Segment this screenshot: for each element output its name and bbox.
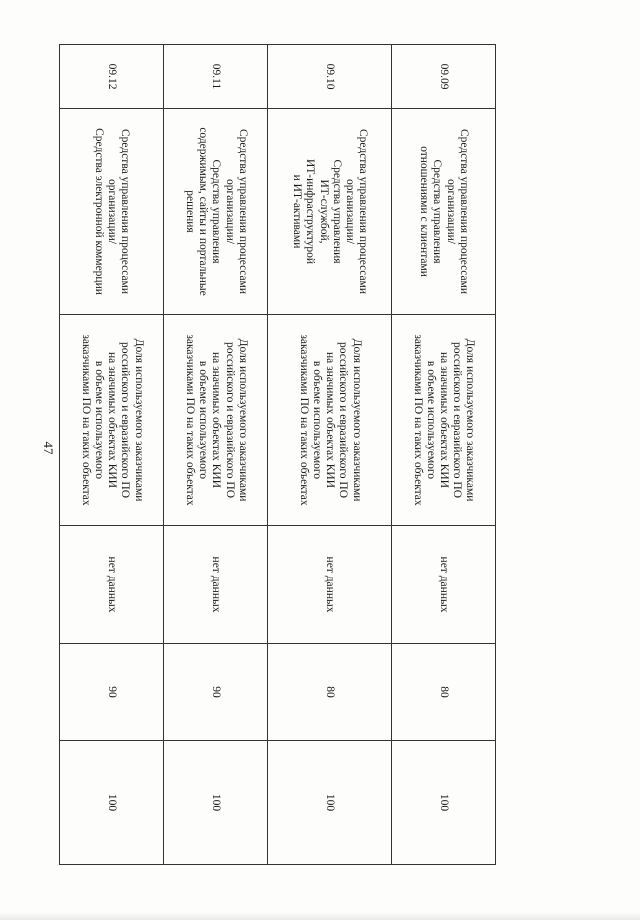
- row-value-2: 100: [60, 741, 164, 865]
- row-name: Средства управления процессами организации/ Средства управления ИТ-службой, ИТ-инфраструктурой и ИТ-активами: [268, 109, 392, 315]
- row-value-1: 80: [391, 644, 495, 741]
- row-indicator: Доля используемого заказчиками российского и евразийского ПО на значимых объектах КИИ в объеме используемого заказчиками ПО на таких объектах: [60, 315, 164, 526]
- row-indicator: Доля используемого заказчиками российского и евразийского ПО на значимых объектах КИИ в объеме используемого заказчиками ПО на таких объектах: [391, 315, 495, 526]
- row-value-2: 100: [268, 741, 392, 865]
- scan-edge: [0, 912, 640, 920]
- row-indicator: Доля используемого заказчиками российского и евразийского ПО на значимых объектах КИИ в объеме используемого заказчиками ПО на таких объектах: [164, 315, 268, 526]
- row-name: Средства управления процессами организации/ Средства управления содержимым, сайты и портальные решения: [164, 109, 268, 315]
- row-value-2: 100: [164, 741, 268, 865]
- row-name: Средства управления процессами организации/ Средства управления отношениями с клиентами: [391, 109, 495, 315]
- row-baseline: нет данных: [164, 526, 268, 644]
- row-value-1: 80: [268, 644, 392, 741]
- row-code: 09.12: [60, 45, 164, 109]
- table-container: [59, 44, 496, 864]
- table-row: [268, 45, 392, 865]
- row-baseline: нет данных: [60, 526, 164, 644]
- row-baseline: нет данных: [391, 526, 495, 644]
- table-row: [164, 45, 268, 865]
- row-baseline: нет данных: [268, 526, 392, 644]
- row-code: 09.10: [268, 45, 392, 109]
- row-value-2: 100: [391, 741, 495, 865]
- page-number: 47: [41, 441, 56, 455]
- row-value-1: 90: [164, 644, 268, 741]
- table-row: [391, 45, 495, 865]
- row-code: 09.09: [391, 45, 495, 109]
- row-indicator: Доля используемого заказчиками российского и евразийского ПО на значимых объектах КИИ в объеме используемого заказчиками ПО на таких объектах: [268, 315, 392, 526]
- table-row: [60, 45, 164, 865]
- row-code: 09.11: [164, 45, 268, 109]
- data-table: [59, 44, 496, 865]
- row-name: Средства управления процессами организации/ Средства электронной коммерции: [60, 109, 164, 315]
- row-value-1: 90: [60, 644, 164, 741]
